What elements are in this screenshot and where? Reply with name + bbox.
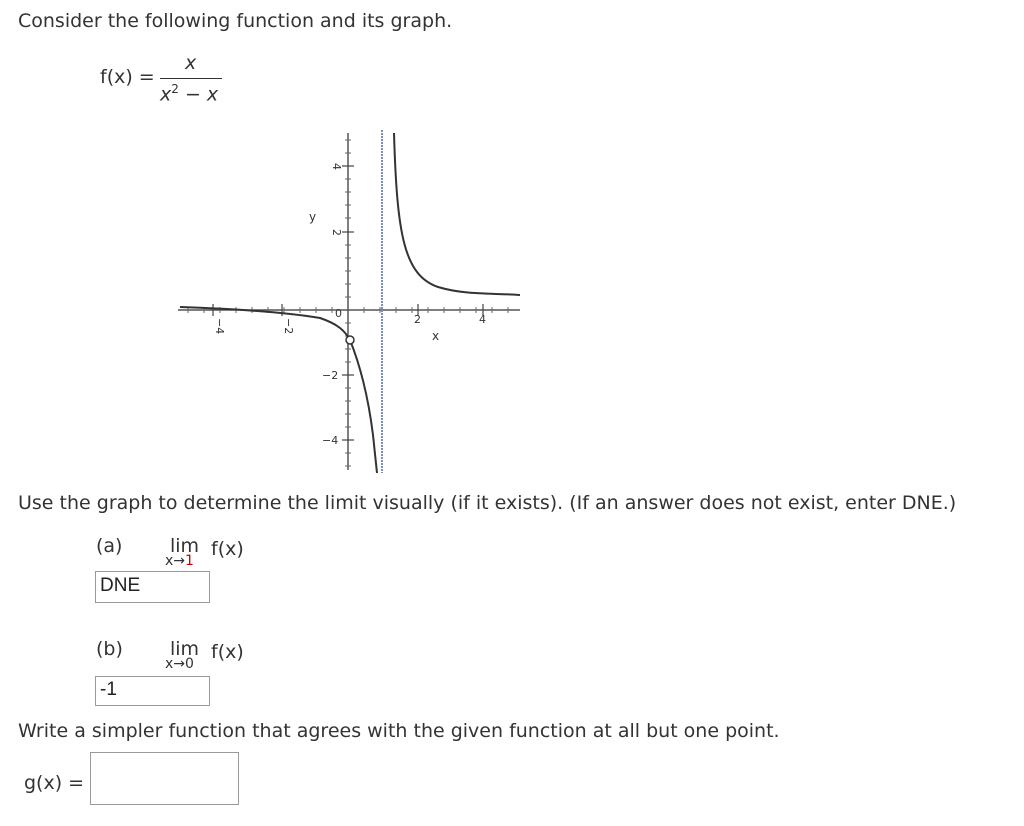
fraction-denominator: $x^2 - x$ (160, 82, 219, 106)
hole-point (346, 336, 354, 344)
part-a-label: (a) (96, 535, 123, 557)
y-tick-label: −2 (322, 369, 339, 382)
x-axis-label: x (432, 329, 440, 343)
function-name: f(x) = (100, 66, 155, 88)
intro-text: Consider the following function and its graph. (18, 10, 453, 32)
part-b-lim: lim (170, 638, 200, 660)
fraction-numerator: x (185, 52, 197, 74)
simpler-function-prompt: Write a simpler function that agrees with the given function at all but one point. (18, 720, 780, 742)
part-b-answer-field[interactable]: -1 (95, 676, 210, 706)
x-tick-label: 0 (335, 307, 342, 320)
x-tick-label: 4 (479, 313, 486, 326)
part-a-answer-field[interactable]: DNE (95, 571, 210, 603)
function-graph (170, 125, 530, 484)
instructions-text: Use the graph to determine the limit visually (if it exists). (If an answer does not exist, enter DNE.) (18, 492, 957, 514)
part-b-label: (b) (96, 638, 123, 660)
part-b-function: f(x) (211, 641, 244, 663)
graph-svg (170, 125, 530, 480)
part-a-lim: lim (170, 535, 200, 557)
x-tick-label: 2 (414, 313, 421, 326)
part-b-subscript: x→0 (165, 656, 194, 672)
y-tick-label: 2 (330, 229, 343, 236)
x-tick-label: −2 (282, 318, 295, 335)
g-answer-field[interactable] (90, 752, 239, 805)
fraction-bar (160, 78, 222, 79)
part-a-subscript: x→1 (165, 553, 194, 569)
y-tick-label: 4 (330, 163, 343, 170)
y-tick-label: −4 (322, 434, 339, 447)
g-label: g(x) = (24, 772, 85, 794)
y-axis-label: y (309, 210, 317, 224)
part-a-function: f(x) (211, 538, 244, 560)
curve-right-branch (394, 133, 520, 295)
x-tick-label: −4 (213, 318, 226, 335)
